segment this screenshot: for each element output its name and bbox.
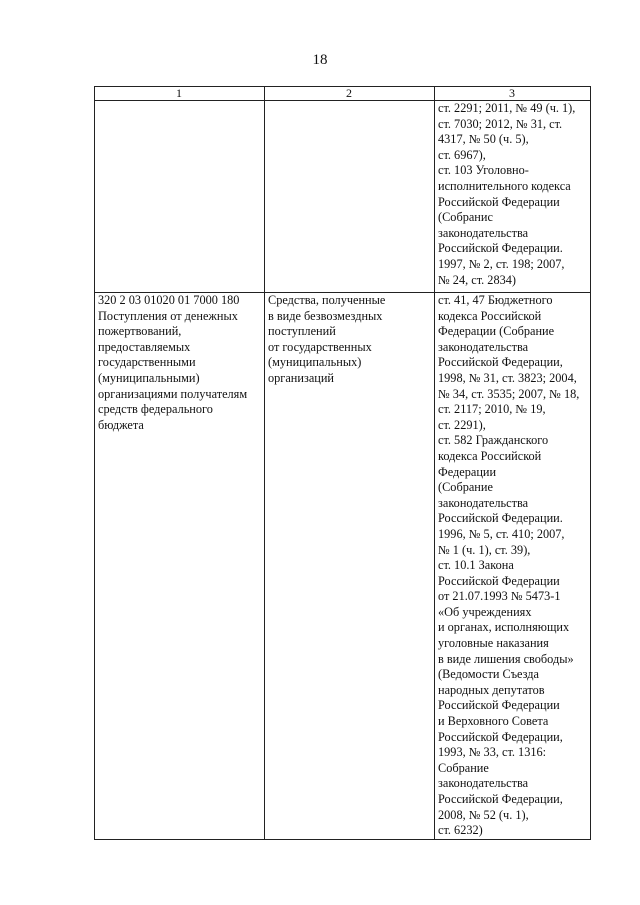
text-line: Российской Федерации. [438, 241, 563, 256]
text-line: Поступления от денежных [98, 308, 238, 323]
text-line: от 21.07.1993 № 5473-1 [438, 589, 561, 604]
table-row [95, 293, 591, 840]
page-number: 18 [312, 52, 328, 68]
text-line: и Верховного Совета [438, 714, 549, 729]
text-line: ст. 6967), [438, 147, 486, 162]
text-line: (Ведомости Съезда [438, 667, 540, 682]
cell-code [95, 293, 265, 840]
text-line: пожертвований, [98, 324, 182, 339]
text-line: Федерации (Собрание [438, 324, 555, 339]
text-line: (муниципальными) [98, 370, 200, 385]
text-line: 4317, № 50 (ч. 5), [438, 132, 529, 147]
text-line: Российской Федерации. [438, 511, 563, 526]
text-line: 1996, № 5, ст. 410; 2007, [438, 526, 565, 541]
text-line: законодательства [438, 776, 529, 791]
cell-description [265, 293, 435, 840]
text-line: (муниципальных) [268, 355, 362, 370]
text-line: ст. 2117; 2010, № 19, [438, 402, 546, 417]
text-line: уголовные наказания [438, 636, 549, 651]
text-line: № 24, ст. 2834) [438, 272, 516, 287]
text-line: ст. 6232) [438, 823, 483, 838]
table-header-row [95, 87, 591, 101]
text-line: государственными [98, 355, 196, 370]
text-line: 320 2 03 01020 01 7000 180 [98, 293, 240, 307]
text-line: 1997, № 2, ст. 198; 2007, [438, 256, 565, 271]
text-line: народных депутатов [438, 682, 545, 697]
text-line: Федерации [438, 464, 497, 479]
text-line: Российской Федерации [438, 573, 560, 588]
text-line: 1993, № 33, ст. 1316: [438, 745, 547, 760]
text-line: Российской Федерации, [438, 729, 563, 744]
text-line: в виде безвозмездных [268, 308, 383, 323]
text-line: Российской Федерации [438, 194, 560, 209]
text-line: ст. 103 Уголовно- [438, 163, 529, 178]
text-line: ст. 41, 47 Бюджетного [438, 293, 553, 307]
column-header-2: 2 [265, 87, 435, 101]
text-line: кодекса Российской [438, 308, 542, 323]
text-line: (Собрание [438, 480, 493, 495]
text-line: предоставляемых [98, 339, 191, 354]
table-row [95, 101, 591, 293]
cell-legal-basis [435, 101, 591, 293]
text-line: ст. 582 Гражданского [438, 433, 549, 448]
text-line: законодательства [438, 495, 529, 510]
text-line: ст. 7030; 2012, № 31, ст. [438, 116, 563, 131]
text-line: исполнительного кодекса [438, 178, 571, 193]
text-line: 2008, № 52 (ч. 1), [438, 807, 529, 822]
text-line: от государственных [268, 339, 372, 354]
text-line: поступлений [268, 324, 336, 339]
text-line: ст. 2291), [438, 417, 486, 432]
text-line: Российской Федерации [438, 698, 560, 713]
column-header-1: 1 [95, 87, 265, 101]
text-line: организаций [268, 370, 335, 385]
text-line: № 34, ст. 3535; 2007, № 18, [438, 386, 580, 401]
text-line: в виде лишения свободы» [438, 651, 574, 666]
cell-description [265, 101, 435, 293]
text-line: 1998, № 31, ст. 3823; 2004, [438, 370, 577, 385]
text-line: кодекса Российской [438, 448, 542, 463]
text-line: Средства, полученные [268, 293, 386, 307]
text-line: Российской Федерации, [438, 355, 563, 370]
text-line: Собрание [438, 760, 489, 775]
cell-legal-basis [435, 293, 591, 840]
text-line: № 1 (ч. 1), ст. 39), [438, 542, 531, 557]
text-line: средств федерального [98, 402, 213, 417]
text-line: ст. 2291; 2011, № 49 (ч. 1), [438, 101, 576, 115]
text-line: ст. 10.1 Закона [438, 558, 514, 573]
text-line: Российской Федерации, [438, 792, 563, 806]
text-line: законодательства [438, 225, 529, 240]
column-header-3: 3 [435, 87, 591, 101]
cell-code [95, 101, 265, 293]
text-line: законодательства [438, 339, 529, 354]
text-line: «Об учреждениях [438, 604, 532, 619]
text-line: (Собранис [438, 210, 493, 225]
legal-basis-table [94, 86, 591, 840]
text-line: бюджета [98, 417, 144, 432]
text-line: и органах, исполняющих [438, 620, 570, 635]
text-line: организациями получателям [98, 386, 248, 401]
